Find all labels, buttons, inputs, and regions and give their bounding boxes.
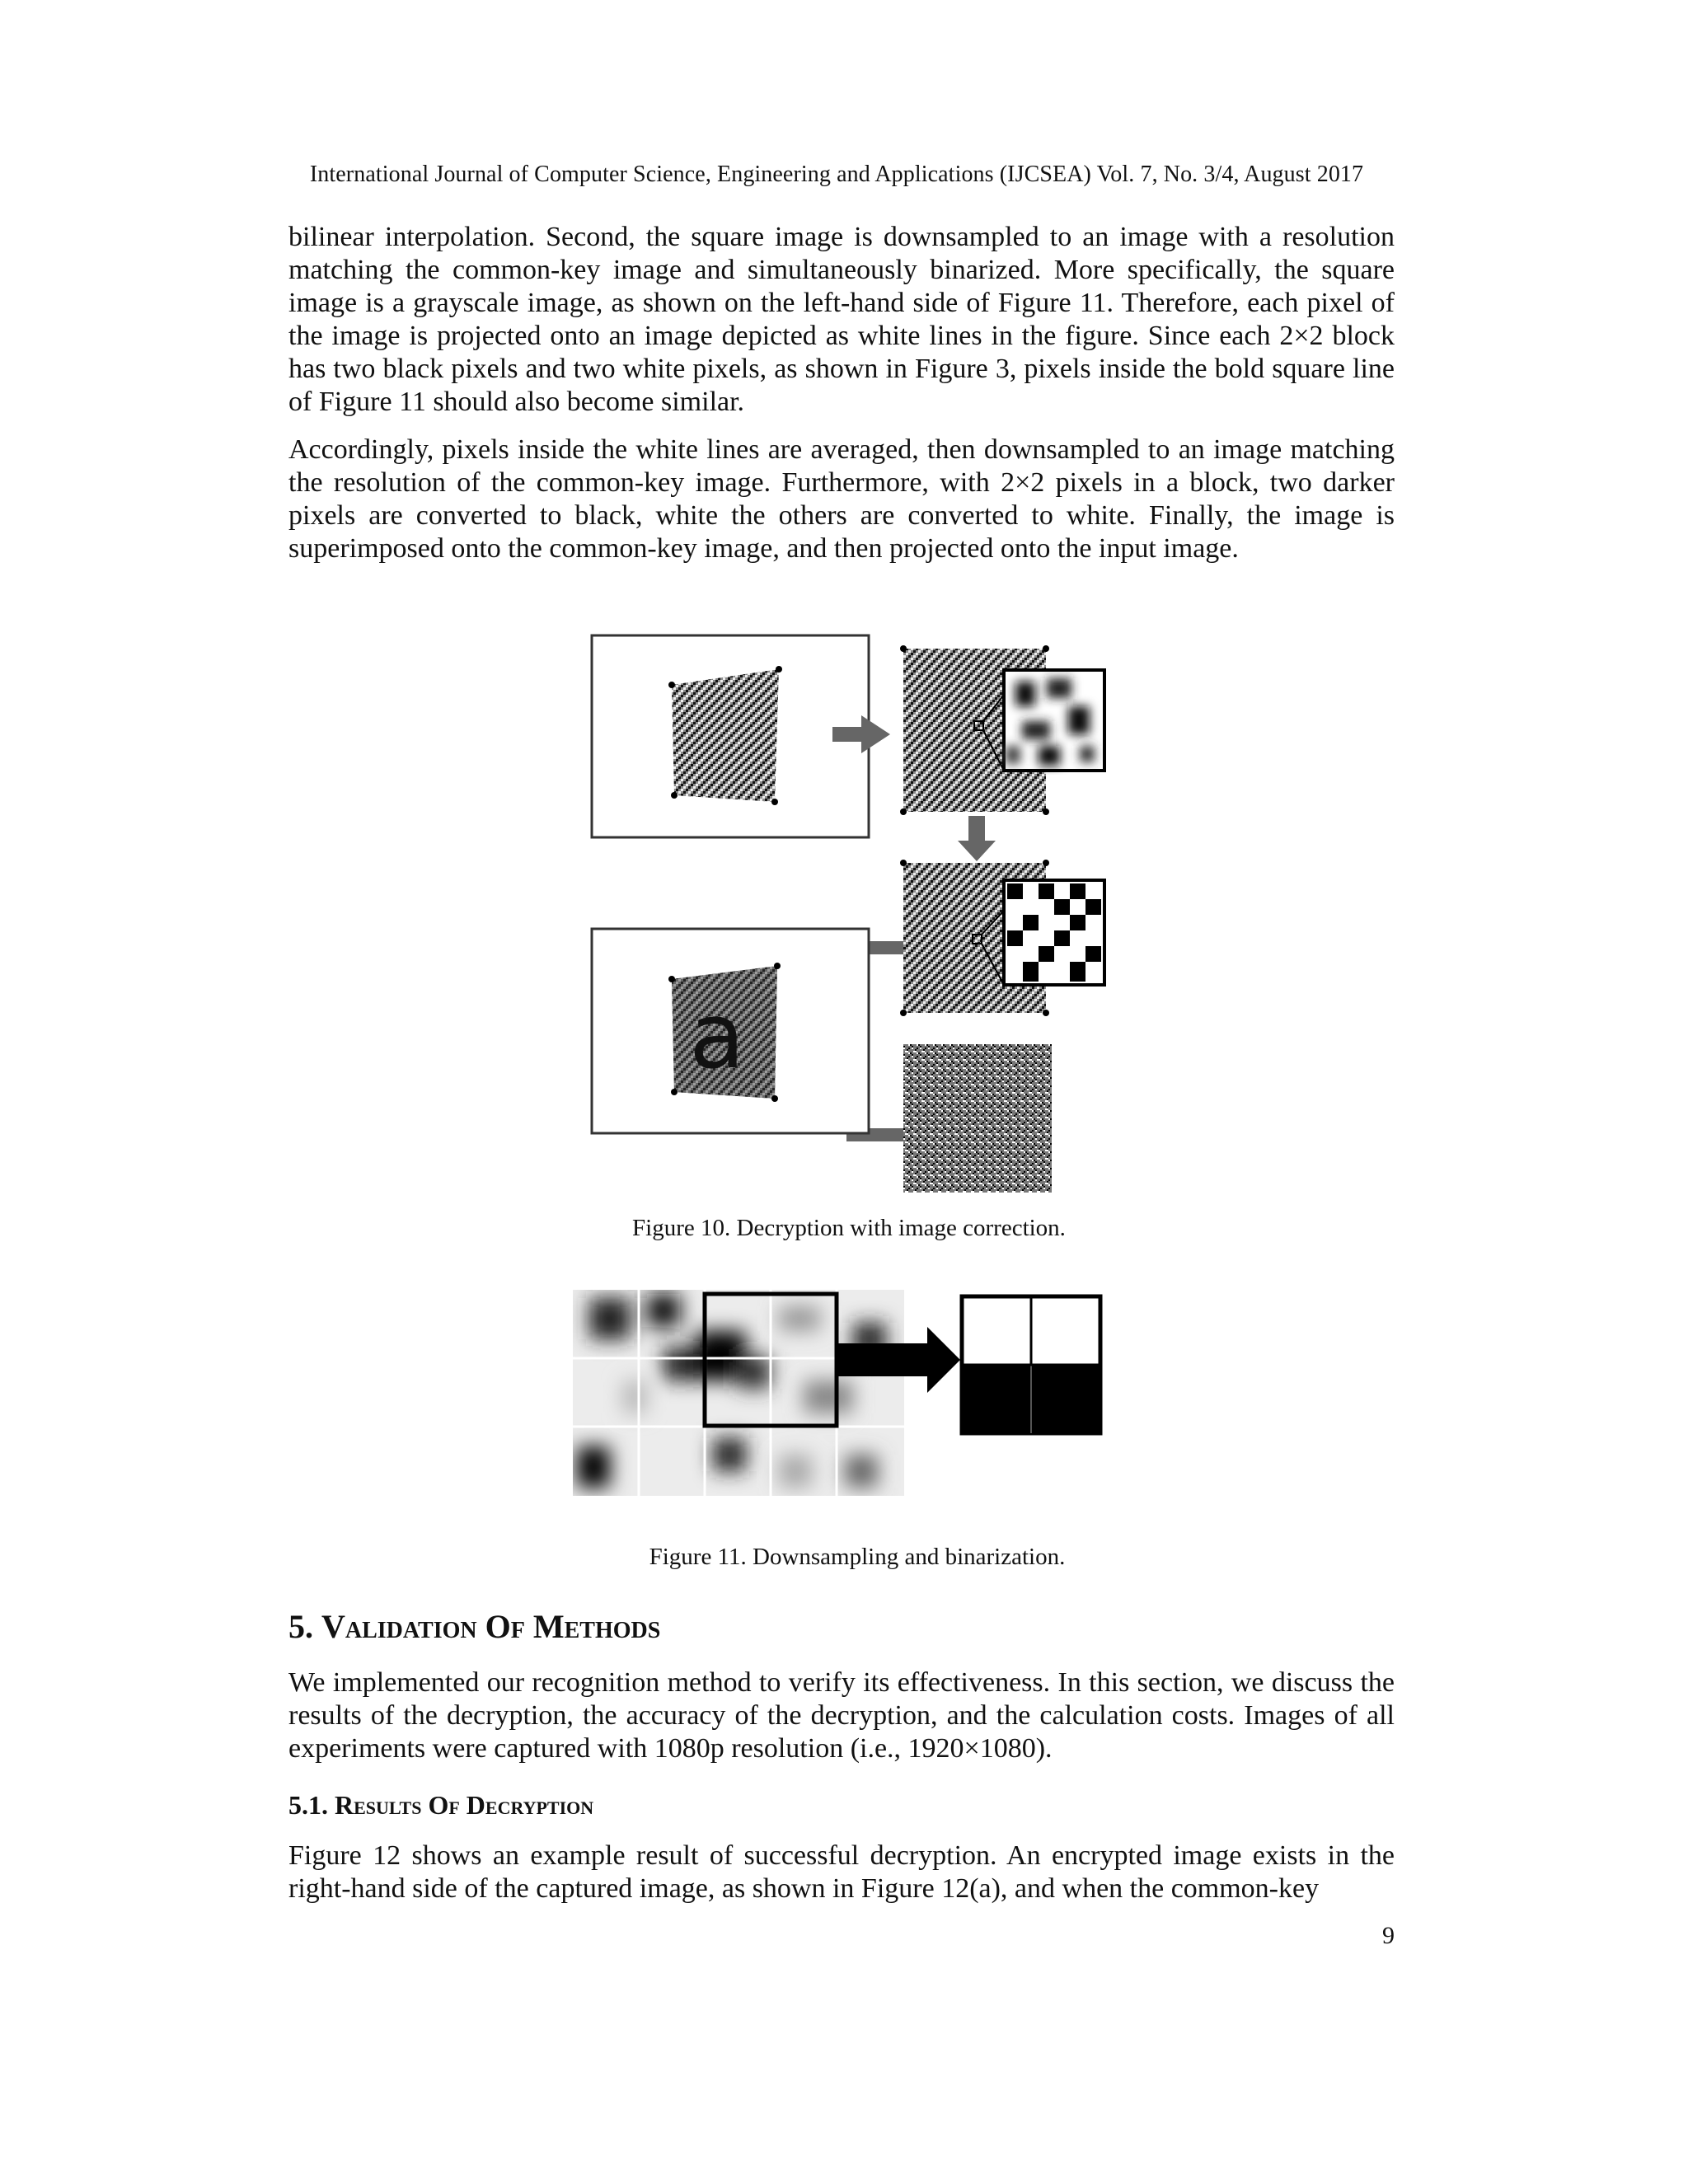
- down-arrow-icon: [958, 816, 996, 861]
- section-heading: [288, 1607, 660, 1646]
- body-paragraph-2: Accordingly, pixels inside the white lines are averaged, then downsampled to an image matching the resolution of the common-key image. Furthermore, with 2×2 pixels in a block, two darker pixels are converted to black, white the others are converted to white. Finally, the image is superimposed onto the common-key image, and then projected onto the input image.: [288, 434, 1395, 564]
- common-key-image: [903, 1044, 1052, 1193]
- body-paragraph-1: bilinear interpolation. Second, the square image is downsampled to an image with a resolution matching the common-key image and simultaneously binarized. More specifically, the square image is a grayscale image, as shown on the left-hand side of Figure 11. Therefore, each pixel of the image is projected onto an image depicted as white lines in the figure. Since each 2×2 block has two black pixels and two white pixels, as shown in Figure 3, pixels inside the bold square line of Figure 11 should also become similar.: [288, 222, 1395, 417]
- figure-10-caption: Figure 10. Decryption with image correction.: [632, 1215, 1066, 1241]
- running-header: International Journal of Computer Science, Engineering and Applications (IJCSEA) Vol. 7, No. 3/4, August 2017: [309, 162, 1364, 187]
- subsection-heading: [288, 1790, 593, 1821]
- figure-10: [577, 630, 1121, 1199]
- binarized-block: [962, 1296, 1100, 1433]
- figure-11: [573, 1290, 1109, 1496]
- figure-11-caption: Figure 11. Downsampling and binarization.: [649, 1544, 1066, 1570]
- page-number: 9: [1382, 1922, 1395, 1949]
- grayscale-grid: [573, 1290, 904, 1496]
- section-title: Validation Of Methods: [321, 1608, 661, 1645]
- section-5-paragraph: We implemented our recognition method to verify its effectiveness. In this section, we discuss the results of the decryption, the accuracy of the decryption, and the calculation costs. Images of all experiments were captured with 1080p resolution (i.e., 1920×1080).: [288, 1667, 1395, 1764]
- distorted-encrypted-image: [672, 669, 779, 802]
- section-number: 5.: [288, 1608, 313, 1645]
- decrypted-letter: a: [689, 983, 745, 1089]
- section-5-1-paragraph: Figure 12 shows an example result of successful decryption. An encrypted image exists in the right-hand side of the captured image, as shown in Figure 12(a), and when the common-key: [288, 1840, 1395, 1904]
- subsection-number: 5.1.: [288, 1790, 328, 1820]
- subsection-title: Results Of Decryption: [335, 1790, 594, 1820]
